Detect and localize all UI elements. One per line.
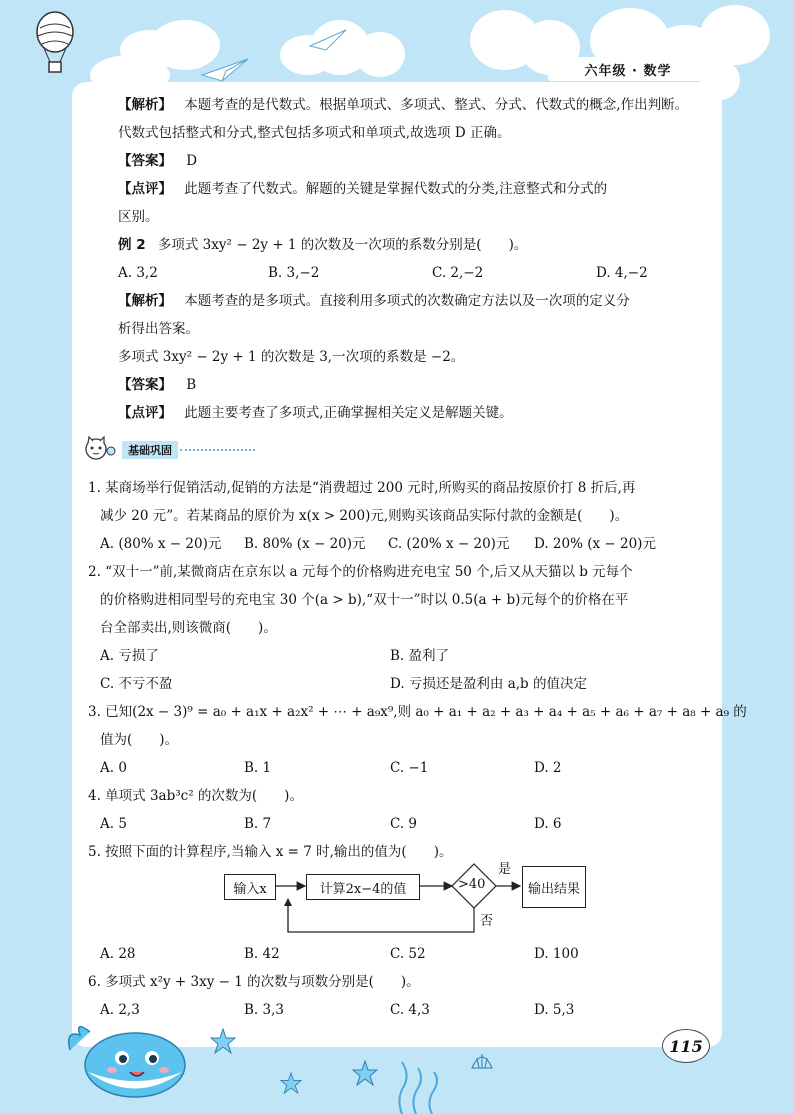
analysis-text: 代数式包括整式和分式,整式包括多项式和单项式,故选项 D 正确。 [118, 125, 511, 141]
page-number [662, 1029, 710, 1063]
option-d: D. 4,−2 [596, 265, 648, 281]
option-b: B. 7 [244, 816, 272, 832]
flow-input-label: 输入x [233, 881, 267, 897]
analysis-text: 析得出答案。 [118, 321, 199, 337]
question-line: 减少 20 元”。若某商品的原价为 x(x > 200)元,则购买该商品实际付款的金额是( )。 [100, 508, 629, 524]
option-c: C. 4,3 [390, 1002, 430, 1018]
question-line: 5. 按照下面的计算程序,当输入 x = 7 时,输出的值为( )。 [88, 844, 453, 860]
flow-output-box [522, 866, 586, 908]
flow-compute-label: 计算2x−4的值 [319, 881, 407, 897]
option-b: B. 42 [244, 946, 280, 962]
shell-icon [470, 1050, 494, 1070]
option-a: A. 28 [100, 946, 136, 962]
option-c: C. (20% x − 20)元 [388, 536, 510, 552]
answer-tag: 【答案】 [118, 153, 172, 169]
option-a: A. 2,3 [100, 1002, 140, 1018]
option-b: B. 80% (x − 20)元 [244, 536, 366, 552]
example-question: 多项式 3xy² − 2y + 1 的次数及一次项的系数分别是( )。 [157, 237, 528, 253]
question-line: 台全部卖出,则该微商( )。 [100, 620, 277, 636]
option-a: A. 亏损了 [100, 648, 159, 664]
whale-icon [60, 1010, 190, 1100]
grade-subject-label: 六年级 · 数学 [584, 63, 672, 79]
option-a: A. 5 [100, 816, 127, 832]
option-c: C. 2,−2 [432, 265, 484, 281]
starfish-icon [210, 1028, 236, 1054]
analysis-tag: 【解析】 [118, 97, 172, 113]
answer-value: B [186, 377, 197, 393]
example-label: 例 2 [118, 237, 146, 253]
option-b: B. 3,−2 [268, 265, 320, 281]
paper-plane-icon [308, 28, 348, 54]
option-d: D. 亏损还是盈利由 a,b 的值决定 [390, 676, 587, 692]
option-d: D. 2 [534, 760, 562, 776]
option-c: C. 不亏不盈 [100, 676, 173, 692]
question-line: 2. “双十一”前,某微商店在京东以 a 元每个的价格购进充电宝 50 个,后又从天猫以 b 元每个 [88, 564, 633, 580]
option-d: D. 5,3 [534, 1002, 575, 1018]
starfish-icon [280, 1072, 302, 1094]
question-line: 的价格购进相同型号的充电宝 30 个(a > b),“双十一”时以 0.5(a + b)元每个的价格在平 [100, 592, 629, 608]
section-divider [180, 449, 255, 451]
option-b: B. 盈利了 [390, 648, 450, 664]
comment-text: 此题考查了代数式。解题的关键是掌握代数式的分类,注意整式和分式的 [184, 181, 608, 197]
flow-condition-label: >40 [458, 877, 486, 892]
section-heading [80, 435, 255, 465]
question-line: 值为( )。 [100, 732, 179, 748]
flow-yes-label: 是 [498, 862, 512, 877]
option-a: A. 0 [100, 760, 127, 776]
question-line: 4. 单项式 3ab³c² 的次数为( )。 [88, 788, 303, 804]
starfish-icon [352, 1060, 378, 1086]
option-d: D. 100 [534, 946, 579, 962]
option-a: A. (80% x − 20)元 [100, 536, 222, 552]
section-title: 基础巩固 [122, 441, 178, 459]
comment-tag: 【点评】 [118, 181, 172, 197]
option-c: C. −1 [390, 760, 429, 776]
flow-no-label: 否 [480, 914, 494, 929]
comment-tag: 【点评】 [118, 405, 172, 421]
option-b: B. 1 [244, 760, 272, 776]
option-d: D. 20% (x − 20)元 [534, 536, 656, 552]
question-line: 3. 已知(2x − 3)⁹ = a₀ + a₁x + a₂x² + ⋯ + a₉x⁹,则 a₀ + a₁ + a₂ + a₃ + a₄ + a₅ + a₆ + a₇ + a₈ + a₉ 的 [88, 704, 747, 720]
page-number-text: 115 [669, 1036, 703, 1056]
answer-value: D [186, 153, 198, 169]
option-c: C. 52 [390, 946, 426, 962]
option-a: A. 3,2 [118, 265, 158, 281]
cat-mascot-icon [80, 435, 118, 465]
answer-tag: 【答案】 [118, 377, 172, 393]
seaweed-icon [392, 1058, 452, 1114]
option-c: C. 9 [390, 816, 418, 832]
paper-plane-icon [200, 55, 250, 85]
grade-subject-tab [548, 57, 708, 81]
flow-return-arrow [282, 898, 312, 934]
question-line: 1. 某商场举行促销活动,促销的方法是“消费超过 200 元时,所购买的商品按原价打 8 折后,再 [88, 480, 636, 496]
question-line: 6. 多项式 x²y + 3xy − 1 的次数与项数分别是( )。 [88, 974, 420, 990]
analysis-tag: 【解析】 [118, 293, 172, 309]
analysis-text: 多项式 3xy² − 2y + 1 的次数是 3,一次项的系数是 −2。 [118, 349, 465, 365]
flowchart [222, 862, 592, 934]
hot-air-balloon-icon [30, 10, 80, 80]
option-b: B. 3,3 [244, 1002, 284, 1018]
analysis-text: 本题考查的是多项式。直接利用多项式的次数确定方法以及一次项的定义分 [184, 293, 630, 309]
option-d: D. 6 [534, 816, 562, 832]
analysis-text: 本题考查的是代数式。根据单项式、多项式、整式、分式、代数式的概念,作出判断。 [184, 97, 689, 113]
comment-text: 此题主要考查了多项式,正确掌握相关定义是解题关键。 [184, 405, 513, 421]
flow-output-label: 输出结果 [527, 881, 580, 897]
comment-text: 区别。 [118, 209, 159, 225]
